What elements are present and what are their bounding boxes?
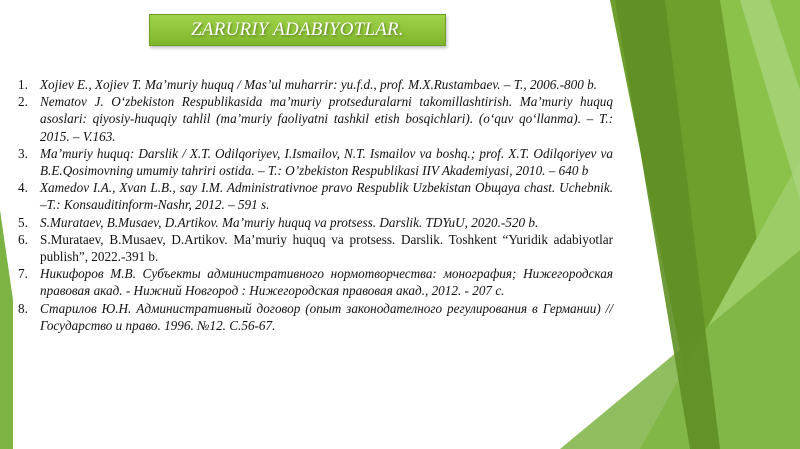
item-number: 7. <box>18 266 28 282</box>
item-number: 1. <box>18 77 28 92</box>
reference-list <box>10 76 613 334</box>
reference-text: Ma’muriy huquq: Darslik / X.T. Odilqoriyev, I.Ismailov, N.T. Ismailov va boshq.; prof. X.T. Odilqoriyev va B.E.Qosimovning umumiy tahriri ostida. – T.: O’zbekiston Respublikasi IIV Akademiyasi, 2010. – 640 b <box>40 145 613 179</box>
list-item <box>10 93 613 145</box>
item-number: 5. <box>18 214 28 230</box>
list-item <box>10 214 613 231</box>
list-item <box>10 265 613 299</box>
list-item <box>10 231 613 265</box>
reference-text: Nematov J. O‘zbekiston Respublikasida ma’muriy protseduralarni takomillashtirish. Ma’muriy huquq asoslari: qiyosiy-huquqiy tahlil (ma’muriy faoliyatni tashkil etish bosqichlari). (o‘quv qo‘llanma). – T.: 2015. – V.163. <box>40 94 613 144</box>
list-item <box>10 300 613 334</box>
item-number: 4. <box>18 180 28 196</box>
item-number: 2. <box>18 94 28 110</box>
reference-text: Старилов Ю.Н. Административный договор (опыт законодателного регулирования в Германии) // Государство и право. 1996. №12. С.56-67. <box>40 300 613 333</box>
reference-text: Xojiev E., Xojiev T. Ma’muriy huquq / Mas’ul muharrir: yu.f.d., prof. M.X.Rustambaev. – T., 2006.-800 b. <box>40 77 597 92</box>
list-item <box>10 145 613 179</box>
item-number: 6. <box>18 231 28 247</box>
reference-text: Xamedov I.A., Xvan L.B., say I.M. Administrativnoe pravo Respublik Uzbekistan Obщaya chast. Uchebnik. –T.: Konsauditinform-Nashr, 2012. – 591 s. <box>40 180 613 213</box>
reference-text: S.Murataev, B.Musaev, D.Artikov. Ma’muriy huquq va protsess. Darslik. TDYuU, 2020.-520 b. <box>40 214 539 230</box>
reference-text: S.Murataev, B.Musaev, D.Artikov. Ma’muriy huquq va protsess. Darslik. Toshkent “Yuridik adabiyotlar publish”, 2022.-391 b. <box>40 231 613 265</box>
reference-text: Никифоров М.В. Субъекты административного нормотворчества: монография; Нижегородская правовая акад. - Нижний Новгород : Нижегородская правовая акад., 2012. - 207 с. <box>40 266 613 299</box>
list-item <box>10 179 613 213</box>
list-item <box>10 76 613 93</box>
page-title: ZARURIY ADABIYOTLAR. <box>191 19 404 40</box>
title-banner <box>149 14 446 46</box>
item-number: 8. <box>18 300 28 316</box>
item-number: 3. <box>18 145 28 161</box>
